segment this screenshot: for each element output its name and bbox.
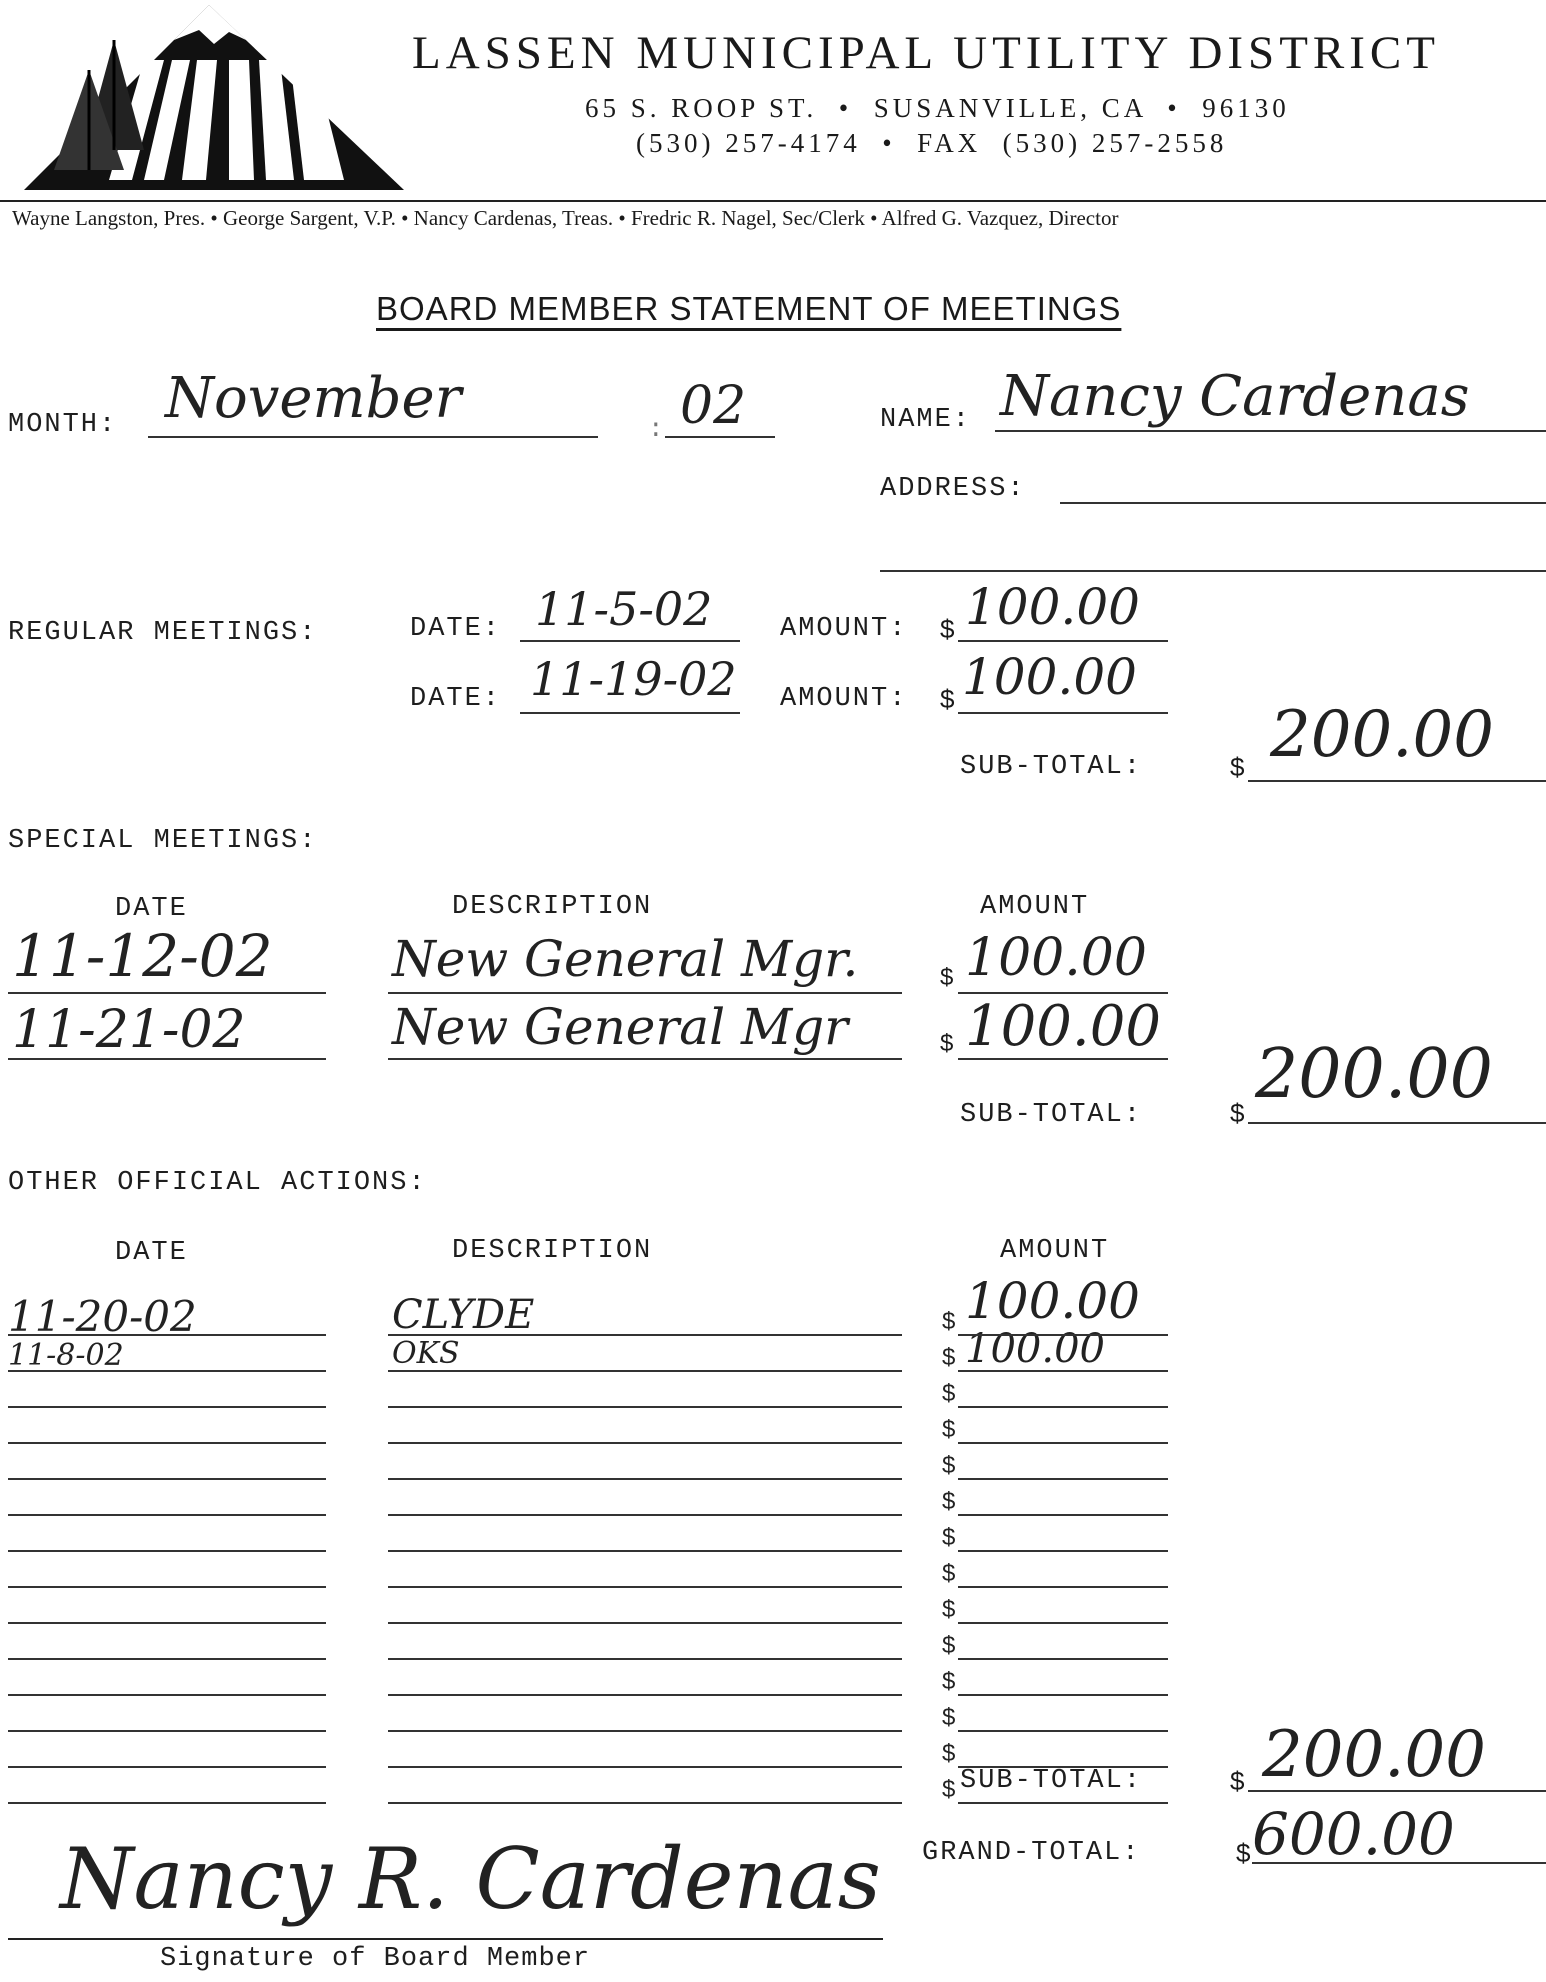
other-desc-line (388, 1370, 902, 1372)
other-dollar-sign: $ (942, 1704, 956, 1731)
other-date-line (8, 1550, 326, 1552)
special-subtotal-dollar: $ (1230, 1098, 1245, 1128)
regular-date-line-1 (520, 640, 740, 642)
other-col-amount: AMOUNT (1000, 1236, 1110, 1266)
other-date-line (8, 1514, 326, 1516)
other-amount-1[interactable]: 100.00 (965, 1272, 1140, 1330)
grandtotal[interactable]: 600.00 (1252, 1800, 1455, 1868)
regular-date-label-1: DATE: (410, 614, 502, 644)
special-subtotal-line (1248, 1122, 1546, 1124)
other-dollar-sign: $ (942, 1488, 956, 1515)
other-actions-label: OTHER OFFICIAL ACTIONS: (8, 1168, 427, 1198)
other-date-1[interactable]: 11-20-02 (8, 1292, 197, 1341)
org-name: LASSEN MUNICIPAL UTILITY DISTRICT (412, 27, 1440, 79)
other-dollar-sign: $ (942, 1308, 956, 1335)
other-amount-line (958, 1586, 1168, 1588)
board-officers: Wayne Langston, Pres. • George Sargent, V.P. • Nancy Cardenas, Treas. • Fredric R. Nagel, Sec/Clerk • Alfred G. Vazquez, Director (12, 206, 1119, 230)
address-label: ADDRESS: (880, 474, 1026, 504)
other-amount-2[interactable]: 100.00 (965, 1326, 1105, 1372)
other-desc-1[interactable]: CLYDE (392, 1292, 535, 1338)
regular-date-line-2 (520, 712, 740, 714)
other-desc-line (388, 1622, 902, 1624)
other-amount-line (958, 1370, 1168, 1372)
address-line-1 (1060, 502, 1546, 504)
other-desc-line (388, 1406, 902, 1408)
month-label: MONTH: (8, 410, 118, 440)
year-line (665, 436, 775, 438)
other-date-line (8, 1802, 326, 1804)
other-date-line (8, 1766, 326, 1768)
other-dollar-sign: $ (942, 1560, 956, 1587)
org-address: 65 S. ROOP ST. • SUSANVILLE, CA • 96130 (585, 93, 1290, 123)
other-date-line (8, 1478, 326, 1480)
other-dollar-sign: $ (942, 1668, 956, 1695)
other-desc-line (388, 1766, 902, 1768)
special-col-amount: AMOUNT (980, 892, 1090, 922)
other-dollar-sign: $ (942, 1524, 956, 1551)
special-subtotal[interactable]: 200.00 (1255, 1035, 1493, 1114)
district-logo (14, 0, 414, 195)
other-desc-line (388, 1730, 902, 1732)
special-amount-1[interactable]: 100.00 (965, 928, 1147, 988)
other-date-2[interactable]: 11-8-02 (8, 1338, 124, 1373)
other-desc-line (388, 1658, 902, 1660)
other-date-line (8, 1442, 326, 1444)
other-desc-line (388, 1802, 902, 1804)
regular-meetings-label: REGULAR MEETINGS: (8, 618, 318, 648)
month-value[interactable]: November (165, 366, 462, 431)
special-desc-line-1 (388, 992, 902, 994)
special-desc-1[interactable]: New General Mgr. (392, 930, 859, 988)
other-date-line (8, 1658, 326, 1660)
regular-subtotal-dollar: $ (1230, 752, 1245, 782)
other-amount-line (958, 1694, 1168, 1696)
regular-date-label-2: DATE: (410, 684, 502, 714)
other-amount-line (958, 1334, 1168, 1336)
regular-amount-2[interactable]: 100.00 (962, 648, 1137, 706)
form-title: BOARD MEMBER STATEMENT OF MEETINGS (376, 290, 1122, 327)
other-subtotal-label: SUB-TOTAL: (960, 1766, 1143, 1796)
other-date-line (8, 1406, 326, 1408)
regular-amount-line-2 (958, 712, 1168, 714)
other-dollar-sign: $ (942, 1416, 956, 1443)
regular-amount-label-2: AMOUNT: (780, 684, 908, 714)
other-desc-2[interactable]: OKS (392, 1336, 460, 1371)
other-dollar-sign: $ (942, 1452, 956, 1479)
regular-subtotal-label: SUB-TOTAL: (960, 752, 1143, 782)
other-amount-line (958, 1730, 1168, 1732)
special-meetings-label: SPECIAL MEETINGS: (8, 826, 318, 856)
year-value[interactable]: 02 (680, 376, 747, 436)
other-amount-line (958, 1802, 1168, 1804)
other-amount-line (958, 1550, 1168, 1552)
other-amount-line (958, 1478, 1168, 1480)
regular-amount-line-1 (958, 640, 1168, 642)
other-dollar-sign: $ (942, 1776, 956, 1803)
other-amount-line (958, 1514, 1168, 1516)
regular-subtotal[interactable]: 200.00 (1270, 698, 1494, 772)
other-amount-line (958, 1622, 1168, 1624)
name-value[interactable]: Nancy Cardenas (1000, 364, 1470, 429)
regular-dollar-1: $ (940, 614, 955, 644)
other-dollar-sign: $ (942, 1344, 956, 1371)
month-line (148, 436, 598, 438)
other-date-line (8, 1622, 326, 1624)
signature-line (8, 1938, 883, 1940)
other-date-line (8, 1586, 326, 1588)
header-rule (0, 200, 1546, 202)
other-desc-line (388, 1586, 902, 1588)
other-amount-line (958, 1406, 1168, 1408)
other-dollar-sign: $ (942, 1740, 956, 1767)
special-col-description: DESCRIPTION (452, 892, 653, 922)
other-desc-line (388, 1514, 902, 1516)
special-date-1[interactable]: 11-12-02 (12, 922, 273, 990)
special-date-line-1 (8, 992, 326, 994)
other-date-line (8, 1334, 326, 1336)
regular-dollar-2: $ (940, 684, 955, 714)
other-desc-line (388, 1550, 902, 1552)
other-subtotal-dollar: $ (1230, 1766, 1245, 1796)
other-date-line (8, 1730, 326, 1732)
regular-amount-label-1: AMOUNT: (780, 614, 908, 644)
name-line (995, 430, 1546, 432)
grandtotal-dollar: $ (1236, 1838, 1251, 1868)
other-col-description: DESCRIPTION (452, 1236, 653, 1266)
other-date-line (8, 1370, 326, 1372)
other-dollar-sign: $ (942, 1632, 956, 1659)
other-amount-line (958, 1442, 1168, 1444)
other-dollar-sign: $ (942, 1596, 956, 1623)
special-desc-2[interactable]: New General Mgr (392, 998, 849, 1056)
other-amount-line (958, 1658, 1168, 1660)
regular-date-1[interactable]: 11-5-02 (535, 582, 713, 636)
regular-subtotal-line (1248, 780, 1546, 782)
signature-label: Signature of Board Member (160, 1944, 591, 1974)
year-separator: : (648, 414, 664, 444)
special-dollar-1: $ (940, 964, 954, 991)
special-date-2[interactable]: 11-21-02 (12, 1000, 246, 1060)
regular-amount-1[interactable]: 100.00 (965, 578, 1140, 636)
other-desc-line (388, 1694, 902, 1696)
other-date-line (8, 1694, 326, 1696)
name-label: NAME: (880, 405, 972, 435)
other-desc-line (388, 1442, 902, 1444)
other-col-date: DATE (115, 1238, 188, 1268)
other-subtotal[interactable]: 200.00 (1262, 1718, 1486, 1792)
other-dollar-sign: $ (942, 1380, 956, 1407)
address-line-2 (880, 570, 1546, 572)
special-desc-line-2 (388, 1058, 902, 1060)
org-phone: (530) 257-4174 • FAX (530) 257-2558 (636, 128, 1228, 158)
grandtotal-label: GRAND-TOTAL: (922, 1838, 1141, 1868)
special-amount-2[interactable]: 100.00 (965, 994, 1161, 1059)
special-col-date: DATE (115, 894, 188, 924)
regular-date-2[interactable]: 11-19-02 (530, 652, 737, 706)
other-desc-line (388, 1478, 902, 1480)
special-dollar-2: $ (940, 1030, 954, 1057)
signature-value[interactable]: Nancy R. Cardenas (60, 1830, 881, 1928)
other-desc-line (388, 1334, 902, 1336)
special-subtotal-label: SUB-TOTAL: (960, 1100, 1143, 1130)
